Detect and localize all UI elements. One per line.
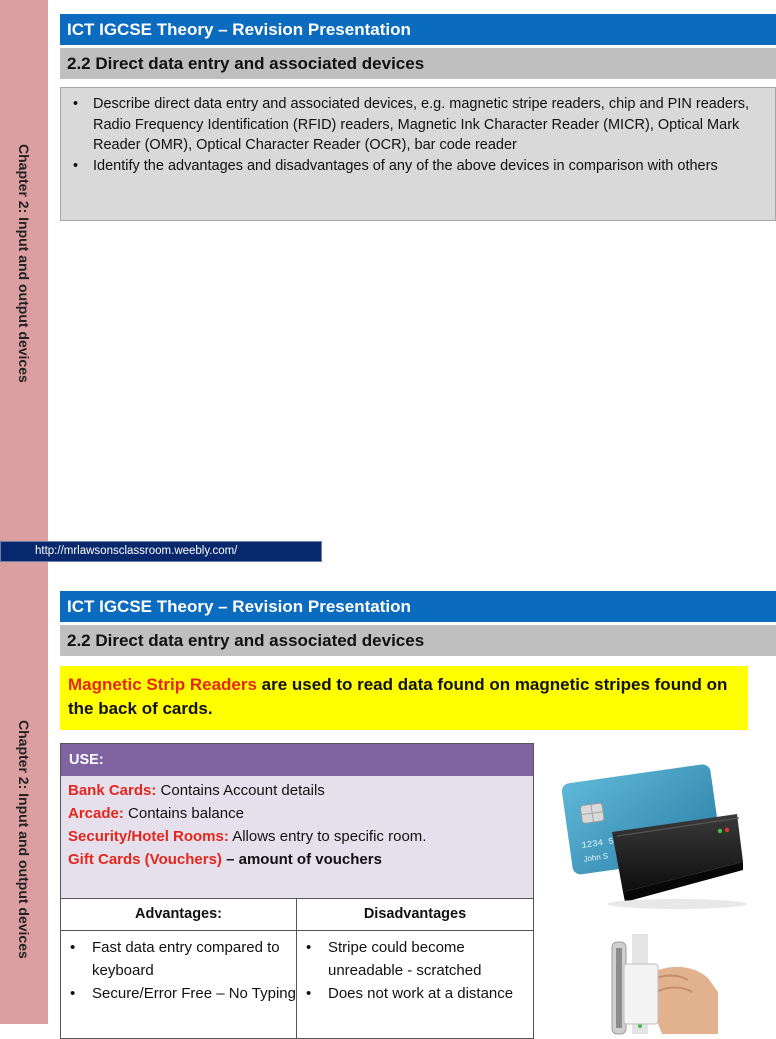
use-item <box>61 825 533 848</box>
use-text: Contains balance <box>123 805 244 822</box>
disadvantages-heading: Disadvantages <box>297 899 533 931</box>
door-lock-swipe-image <box>572 934 718 1034</box>
use-text: – amount of vouchers <box>221 851 382 868</box>
use-text: Allows entry to specific room. <box>228 828 427 845</box>
card-number-text: 1234 <box>580 838 604 851</box>
objective-item: • Identify the advantages and disadvantages of any of the above devices in comparison with others <box>67 156 765 177</box>
use-label: Bank Cards: <box>68 782 157 799</box>
advantages-heading: Advantages: <box>61 899 296 931</box>
chapter-side-label: Chapter 2: Input and output devices <box>16 144 32 383</box>
use-item <box>61 848 533 871</box>
objectives-list <box>67 94 765 176</box>
use-text: Contains Account details <box>156 782 325 799</box>
advantages-column <box>61 899 297 1038</box>
section-subtitle: 2.2 Direct data entry and associated devices <box>60 625 776 656</box>
disadvantages-list <box>297 931 533 1005</box>
presentation-title: ICT IGCSE Theory – Revision Presentation <box>60 591 776 622</box>
advantages-list <box>61 931 296 1005</box>
use-label: Security/Hotel Rooms: <box>68 828 229 845</box>
pros-cons-table <box>60 899 534 1039</box>
card-reader-image <box>557 752 746 912</box>
use-item <box>61 802 533 825</box>
slide-2 <box>0 562 768 1024</box>
objectives-box <box>60 87 776 221</box>
uses-list <box>61 776 533 871</box>
uses-box <box>60 743 534 899</box>
uses-heading: USE: <box>61 744 533 776</box>
use-item <box>61 779 533 802</box>
disadvantages-column <box>297 899 533 1038</box>
advantage-item: • Secure/Error Free – No Typing <box>61 982 296 1005</box>
card-name-text: John S <box>582 851 609 864</box>
intro-highlight: Magnetic Strip Readers <box>68 675 257 694</box>
disadvantage-item: • Stripe could become unreadable - scratched <box>297 936 533 982</box>
advantage-item: • Fast data entry compared to keyboard <box>61 936 296 982</box>
use-label: Arcade: <box>68 805 124 822</box>
section-subtitle: 2.2 Direct data entry and associated devices <box>60 48 776 79</box>
intro-callout <box>60 666 748 730</box>
objective-item: • Describe direct data entry and associated devices, e.g. magnetic stripe readers, chip and PIN readers, Radio Frequency Identification (RFID) readers, Magnetic Ink Character Reader (MICR), Optical Mark Reader (OMR), Optical Character Reader (OCR), bar code reader <box>67 94 765 156</box>
presentation-title: ICT IGCSE Theory – Revision Presentation <box>60 14 776 45</box>
website-link[interactable]: http://mrlawsonsclassroom.weebly.com/ <box>0 541 322 562</box>
chapter-side-label: Chapter 2: Input and output devices <box>16 720 32 959</box>
disadvantage-item: • Does not work at a distance <box>297 982 533 1005</box>
intro-text: are used to read data found on magnetic stripes found on the back of cards. <box>68 675 728 718</box>
use-label: Gift Cards (Vouchers) <box>68 851 222 868</box>
